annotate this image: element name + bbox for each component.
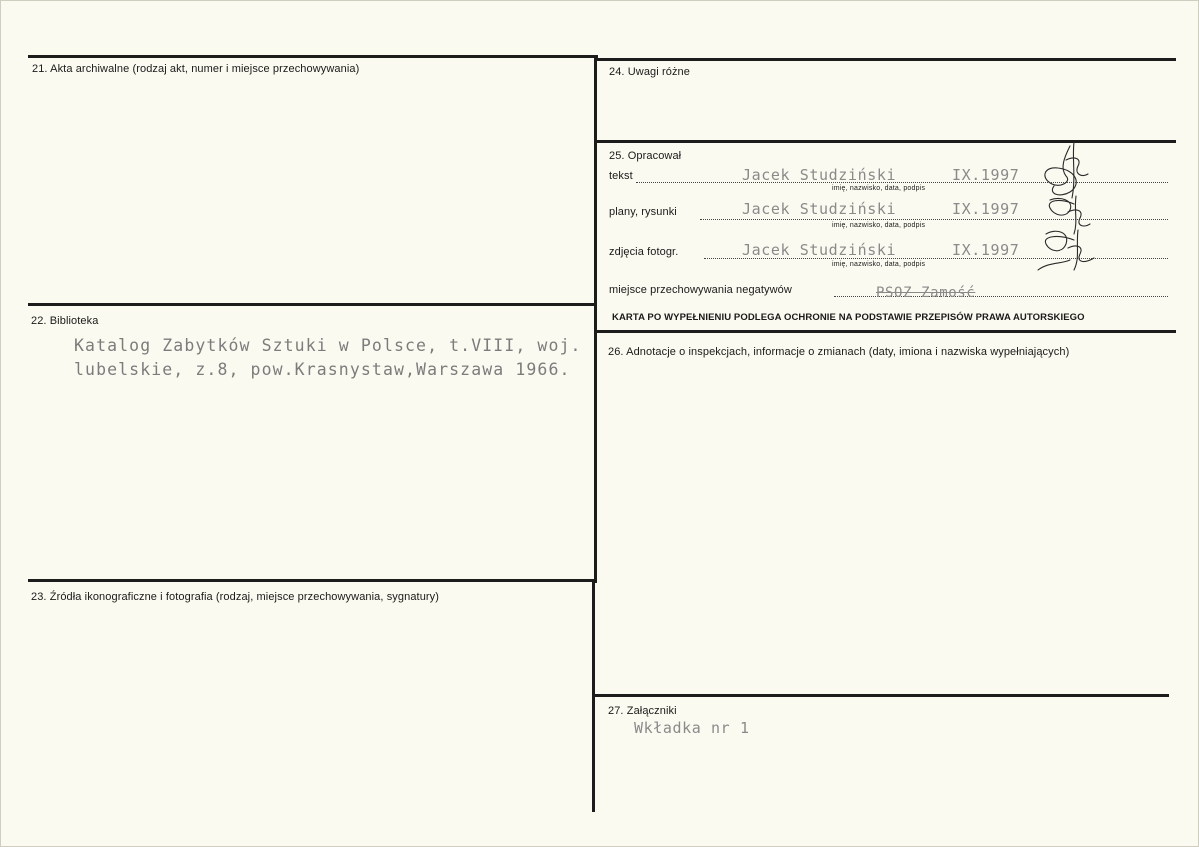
negatives-value: PSOZ Zamość: [876, 285, 976, 301]
negatives-label: miejsce przechowywania negatywów: [609, 284, 792, 296]
section-22-label: 22. Biblioteka: [31, 315, 99, 327]
top-rule-right: [596, 58, 1176, 61]
library-line-2: lubelskie, z.8, pow.Krasnystaw,Warszawa 1966.: [74, 360, 571, 379]
row-label-photos: zdjęcia fotogr.: [609, 246, 679, 258]
author-date-plans: IX.1997: [952, 200, 1020, 218]
row-caption-text: imię, nazwisko, data, podpis: [832, 185, 926, 192]
section-26-label: 26. Adnotacje o inspekcjach, informacje o zmianach (daty, imiona i nazwiska wypełniających): [608, 346, 1070, 358]
author-name-plans: Jacek Studziński: [742, 200, 897, 218]
author-date-text: IX.1997: [952, 166, 1020, 184]
author-date-photos: IX.1997: [952, 241, 1020, 259]
library-line-1: Katalog Zabytków Sztuki w Polsce, t.VIII, woj.: [74, 336, 582, 355]
rule-21-22: [28, 303, 596, 306]
copyright-note: KARTA PO WYPEŁNIENIU PODLEGA OCHRONIE NA PODSTAWIE PRZEPISÓW PRAWA AUTORSKIEGO: [612, 312, 1085, 323]
center-divider-upper: [594, 55, 597, 583]
top-rule-left: [28, 55, 598, 58]
section-27-label: 27. Załączniki: [608, 705, 677, 717]
author-name-photos: Jacek Studziński: [742, 241, 897, 259]
signature-scribble: [1030, 138, 1110, 278]
section-21-label: 21. Akta archiwalne (rodzaj akt, numer i miejsce przechowywania): [32, 63, 360, 75]
rule-26-27: [594, 694, 1169, 697]
author-name-text: Jacek Studziński: [742, 166, 897, 184]
section-25-label: 25. Opracował: [609, 150, 682, 162]
row-caption-plans: imię, nazwisko, data, podpis: [832, 222, 926, 229]
attachments-value: Wkładka nr 1: [634, 719, 750, 737]
row-label-text: tekst: [609, 170, 633, 182]
rule-25-26: [596, 330, 1176, 333]
section-23-label: 23. Źródła ikonograficzne i fotografia (rodzaj, miejsce przechowywania, sygnatury): [31, 591, 440, 603]
row-caption-photos: imię, nazwisko, data, podpis: [832, 261, 926, 268]
rule-22-23: [28, 579, 596, 582]
section-24-label: 24. Uwagi różne: [609, 66, 690, 78]
row-label-plans: plany, rysunki: [609, 206, 677, 218]
